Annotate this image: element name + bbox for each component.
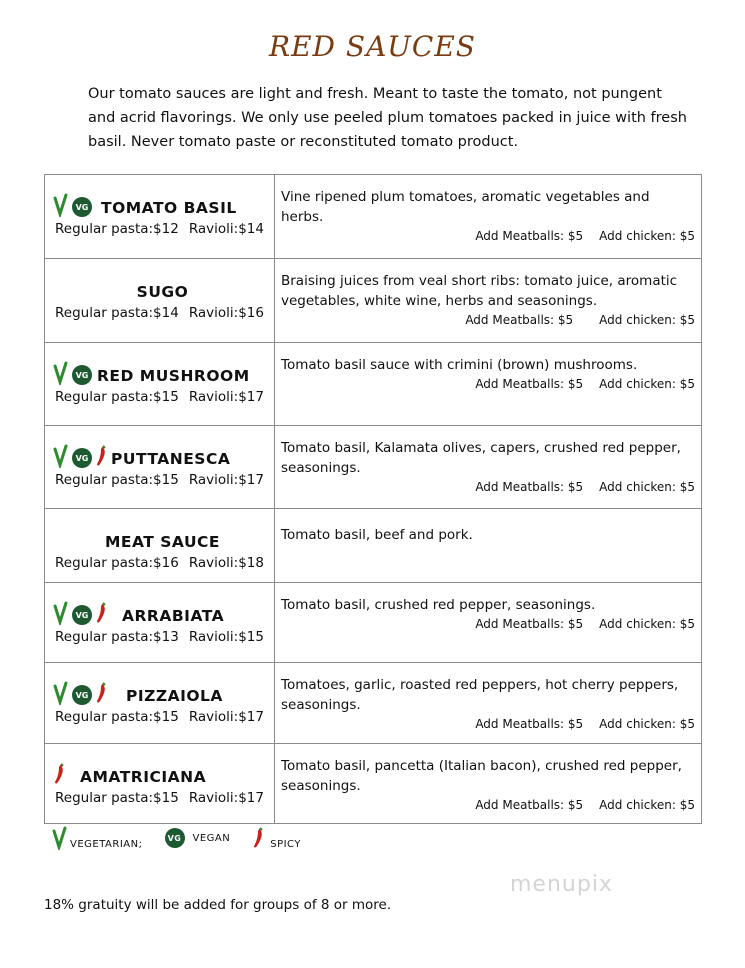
regular-pasta-price: Regular pasta:$15 <box>55 790 179 806</box>
menupix-watermark: menupix <box>510 872 613 897</box>
add-chicken-price: Add chicken: $5 <box>599 229 695 243</box>
regular-pasta-price: Regular pasta:$15 <box>55 472 179 488</box>
dish-description: Tomato basil, beef and pork. <box>281 527 473 543</box>
dish-row-sugo <box>45 259 702 343</box>
dish-name: PIZZAIOLA <box>126 687 223 705</box>
chili-pepper-icon <box>95 601 107 625</box>
ravioli-price: Ravioli:$18 <box>188 555 264 571</box>
dish-description: Tomato basil, crushed red pepper, seasonings. <box>281 597 596 613</box>
add-meatballs-price: Add Meatballs: $5 <box>475 717 584 731</box>
chili-pepper-icon <box>95 444 107 468</box>
vegan-icon: VG <box>72 197 92 217</box>
dish-row-red-mushroom <box>45 343 702 426</box>
dish-description: Tomato basil, pancetta (Italian bacon), crushed red pepper, seasonings. <box>281 758 682 794</box>
dish-description: Tomato basil, Kalamata olives, capers, crushed red pepper, seasonings. <box>281 440 681 476</box>
dish-name: ARRABIATA <box>122 607 225 625</box>
chili-pepper-icon <box>53 762 65 786</box>
dish-name: TOMATO BASIL <box>101 199 237 217</box>
page-title: RED SAUCES <box>269 30 476 63</box>
add-chicken-price: Add chicken: $5 <box>599 617 695 631</box>
icon-legend <box>52 826 323 850</box>
gratuity-note: 18% gratuity will be added for groups of 8 or more. <box>44 897 392 913</box>
ravioli-price: Ravioli:$17 <box>188 389 264 405</box>
ravioli-price: Ravioli:$14 <box>188 221 264 237</box>
dish-name: PUTTANESCA <box>111 450 231 468</box>
vegetarian-icon <box>53 601 69 625</box>
dish-row-pizzaiola <box>45 663 702 744</box>
legend-spicy-label: SPICY <box>270 839 301 850</box>
add-meatballs-price: Add Meatballs: $5 <box>475 480 584 494</box>
add-chicken-price: Add chicken: $5 <box>599 377 695 391</box>
add-chicken-price: Add chicken: $5 <box>599 798 695 812</box>
add-meatballs-price: Add Meatballs: $5 <box>465 313 574 327</box>
regular-pasta-price: Regular pasta:$15 <box>55 389 179 405</box>
dish-name: SUGO <box>136 283 189 301</box>
chili-pepper-icon <box>252 826 264 850</box>
dish-name: MEAT SAUCE <box>104 533 220 551</box>
dish-name: RED MUSHROOM <box>97 367 250 385</box>
vegetarian-icon <box>53 193 69 217</box>
vegan-icon: VG <box>72 605 92 625</box>
add-meatballs-price: Add Meatballs: $5 <box>475 229 584 243</box>
ravioli-price: Ravioli:$15 <box>188 629 264 645</box>
dish-row-puttanesca <box>45 426 702 509</box>
ravioli-price: Ravioli:$16 <box>188 305 264 321</box>
intro-paragraph: Our tomato sauces are light and fresh. Meant to taste the tomato, not pungent and acrid flavorings. We only use peeled plum tomatoes packed in juice with fresh basil. Never tomato paste or reconstituted tomato product. <box>88 86 687 150</box>
vegan-icon: VG <box>72 365 92 385</box>
vegetarian-icon <box>53 681 69 705</box>
add-meatballs-price: Add Meatballs: $5 <box>475 377 584 391</box>
chili-pepper-icon <box>95 681 107 705</box>
add-chicken-price: Add chicken: $5 <box>599 313 695 327</box>
regular-pasta-price: Regular pasta:$13 <box>55 629 179 645</box>
sauce-menu-table <box>44 174 702 824</box>
add-meatballs-price: Add Meatballs: $5 <box>475 798 584 812</box>
dish-name: AMATRICIANA <box>80 768 207 786</box>
vegan-icon: VG <box>72 685 92 705</box>
dish-row-meat-sauce <box>45 509 702 583</box>
dish-description: Braising juices from veal short ribs: tomato juice, aromatic vegetables, white wine, herbs and seasonings. <box>281 273 678 309</box>
dish-row-arrabiata <box>45 583 702 663</box>
ravioli-price: Ravioli:$17 <box>188 790 264 806</box>
vegetarian-icon <box>53 444 69 468</box>
add-chicken-price: Add chicken: $5 <box>599 717 695 731</box>
vegetarian-icon <box>53 361 69 385</box>
dish-description: Tomato basil sauce with crimini (brown) mushrooms. <box>281 357 638 373</box>
dish-row-tomato-basil <box>45 175 702 259</box>
vegan-icon: VG <box>165 828 185 848</box>
regular-pasta-price: Regular pasta:$15 <box>55 709 179 725</box>
vegan-icon: VG <box>72 448 92 468</box>
ravioli-price: Ravioli:$17 <box>188 709 264 725</box>
legend-vegetarian-label: VEGETARIAN; <box>70 839 143 850</box>
legend-vegan-label: VEGAN <box>192 832 231 844</box>
regular-pasta-price: Regular pasta:$14 <box>55 305 179 321</box>
regular-pasta-price: Regular pasta:$16 <box>55 555 179 571</box>
dish-row-amatriciana <box>45 744 702 824</box>
ravioli-price: Ravioli:$17 <box>188 472 264 488</box>
dish-description: Vine ripened plum tomatoes, aromatic vegetables and herbs. <box>281 189 650 225</box>
regular-pasta-price: Regular pasta:$12 <box>55 221 179 237</box>
add-chicken-price: Add chicken: $5 <box>599 480 695 494</box>
dish-description: Tomatoes, garlic, roasted red peppers, hot cherry peppers, seasonings. <box>281 677 679 713</box>
vegetarian-icon <box>52 826 68 850</box>
add-meatballs-price: Add Meatballs: $5 <box>475 617 584 631</box>
